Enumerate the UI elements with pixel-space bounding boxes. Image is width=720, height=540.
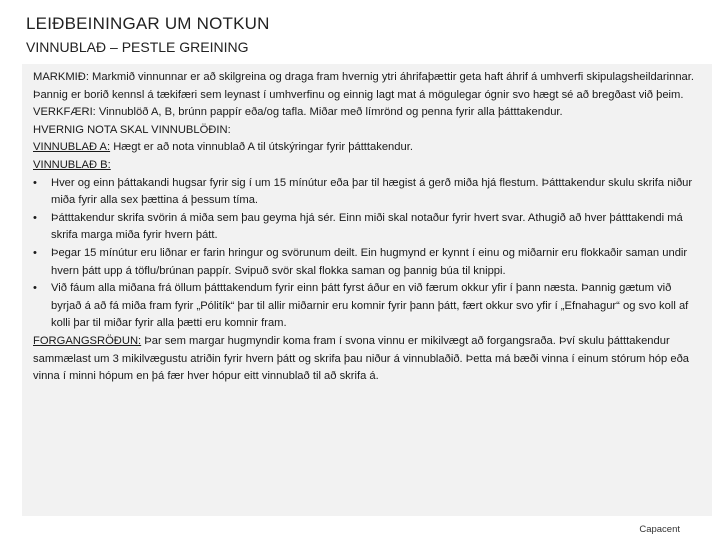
list-item-text: Þátttakendur skrifa svörin á miða sem þau geyma hjá sér. Einn miði skal notaður fyrir hvert svar. Athugið að hver þátttakendi má skrifa marga miða fyrir hvern þátt.	[51, 211, 683, 242]
bullet-icon: •	[33, 211, 37, 224]
bullet-icon: •	[33, 282, 37, 295]
tools-paragraph: VERKFÆRI: Vinnublöð A, B, brúnn pappír eða/og tafla. Miðar með límrönd og penna fyrir alla þátttakendur.	[33, 106, 563, 119]
list-item	[33, 245, 701, 280]
worksheet-b-label: VINNUBLAÐ B:	[33, 158, 111, 171]
prioritization-label: FORGANGSRÖÐUN:	[33, 334, 142, 347]
worksheet-a-paragraph	[33, 139, 701, 157]
list-item-text: Þegar 15 mínútur eru liðnar er farin hringur og svörunum deilt. Ein hugmynd er kynnt í einu og miðarnir eru flokkaðir saman undir hvern þátt upp á töflu/brúnan pappír. Svipuð svör skal flokka saman og þannig búa til knippi.	[51, 246, 688, 277]
prioritization-paragraph	[33, 333, 701, 386]
prioritization-text: Þar sem margar hugmyndir koma fram í svona vinnu er mikilvægt að forgangsraða. Því skulu þátttakendur sammælast um 3 mikilvægustu atriðin fyrir hvern þátt og skrifa þau niður á vinnublaðið. Þetta má bæði vinna í einum stórum hóp eða vinna í minni hópum en þá fær hver hópur eitt vinnublað til að skrifa á.	[33, 334, 690, 383]
list-item-text: Við fáum alla miðana frá öllum þátttakendum fyrir einn þátt fyrst áður en við færum okkur yfir í þann næsta. Þannig gætum við byrjað á að fá miða fram fyrir „Pólitík“ þar til allir miðarnir eru komnir fyrir þann þátt, fært okkur svo yfir í „Efnahagur“ og svo koll af kolli þar til miðar fyrir alla þætti eru komnir fram.	[51, 282, 689, 330]
brand-footer: Capacent	[639, 524, 680, 535]
goal-paragraph: MARKMIÐ: Markmið vinnunnar er að skilgreina og draga fram hvernig ytri áhrifaþættir geta haft áhrif á umhverfi skipulagsheildarinnar. Þannig er borið kennsl á tækifæri sem leynast í umhverfinu og einnig lagt mat á mögulegar ógnir svo hægt sé að bregðast við þeim.	[33, 71, 694, 101]
worksheet-a-label: VINNUBLAÐ A:	[33, 141, 111, 154]
list-item-text: Hver og einn þáttakandi hugsar fyrir sig í um 15 mínútur eða þar til hægist á gerð miða hjá flestum. Þátttakendur skulu skrifa niður miða fyrir alla sex þættina á þessum tíma.	[51, 176, 693, 207]
page-subtitle: VINNUBLAÐ – PESTLE GREINING	[26, 39, 249, 55]
list-item	[33, 210, 701, 245]
page-title: LEIÐBEININGAR UM NOTKUN	[26, 14, 270, 33]
worksheet-a-text: Hægt er að nota vinnublað A til útskýringar fyrir þátttakendur.	[110, 141, 413, 154]
list-item	[33, 280, 701, 333]
list-item	[33, 175, 701, 210]
how-to-heading: HVERNIG NOTA SKAL VINNUBLÖÐIN:	[33, 123, 231, 136]
bullet-icon: •	[33, 246, 37, 259]
bullet-icon: •	[33, 176, 37, 189]
instructions-text	[33, 69, 701, 386]
